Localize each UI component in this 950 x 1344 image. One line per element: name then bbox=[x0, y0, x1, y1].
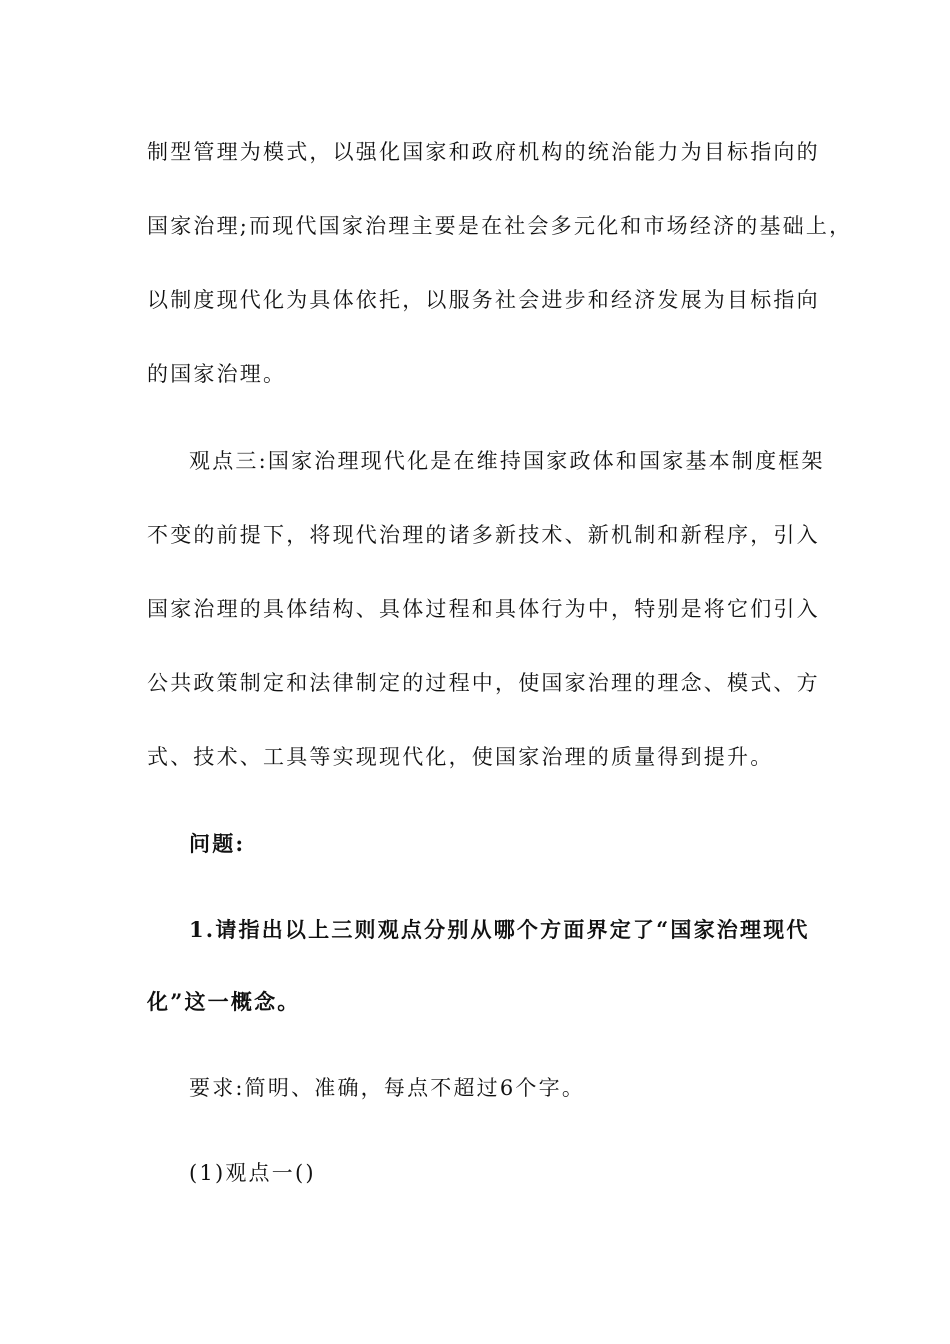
question-1-line-2: 化”这一概念。 bbox=[147, 989, 301, 1014]
paragraph-1-line-1: 制型管理为模式，以强化国家和政府机构的统治能力为目标指向的 bbox=[147, 140, 820, 164]
paragraph-1-line-4: 的国家治理。 bbox=[147, 362, 287, 386]
paragraph-1-line-2: 国家治理;而现代国家治理主要是在社会多元化和市场经济的基础上， bbox=[147, 214, 853, 238]
answer-1-text: (1)观点一() bbox=[189, 1161, 316, 1185]
question-heading: 问题: bbox=[189, 831, 246, 856]
paragraph-2-line-4: 公共政策制定和法律制定的过程中，使国家治理的理念、模式、方 bbox=[147, 671, 820, 695]
paragraph-2-line-5: 式、技术、工具等实现现代化，使国家治理的质量得到提升。 bbox=[147, 745, 774, 769]
paragraph-2-line-2: 不变的前提下，将现代治理的诸多新技术、新机制和新程序，引入 bbox=[147, 523, 820, 547]
requirement-text: 要求:简明、准确，每点不超过6个字。 bbox=[189, 1076, 586, 1100]
paragraph-1-line-3: 以制度现代化为具体依托，以服务社会进步和经济发展为目标指向 bbox=[147, 288, 820, 312]
paragraph-2-line-3: 国家治理的具体结构、具体过程和具体行为中，特别是将它们引入 bbox=[147, 597, 820, 621]
paragraph-2-line-1: 观点三:国家治理现代化是在维持国家政体和国家基本制度框架 bbox=[189, 449, 825, 473]
question-1-line-1: 1.请指出以上三则观点分别从哪个方面界定了“国家治理现代 bbox=[189, 917, 810, 942]
